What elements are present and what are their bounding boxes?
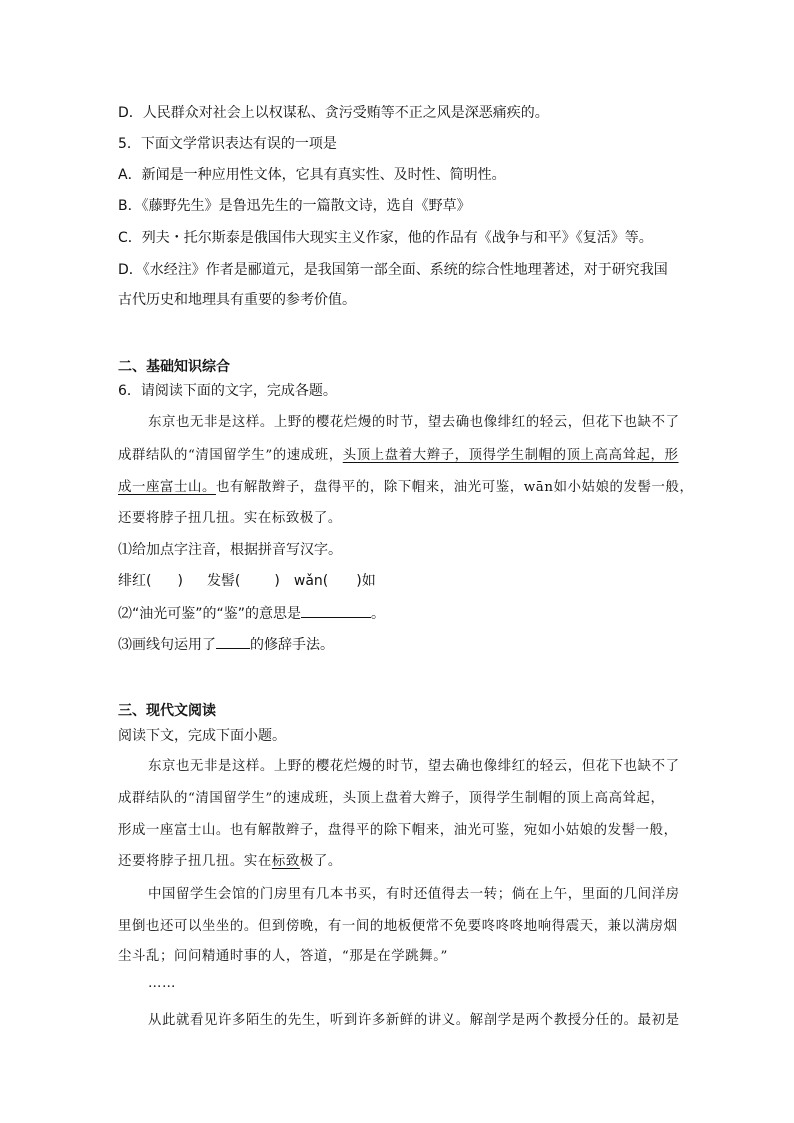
answer-blank-sub2[interactable] [301, 603, 371, 618]
section3-heading: 三、现代文阅读 [118, 703, 216, 719]
sub3-text: ⑶画线句运用了 [118, 637, 216, 653]
q6-sub3 [118, 634, 334, 655]
passage2-line5: 中国留学生会馆的门房里有几本书买，有时还值得去一转；倘在上午，里面的几间洋房 [148, 887, 680, 902]
passage2-line4 [118, 852, 342, 872]
sub2-end: 。 [371, 606, 386, 622]
q5-stem: 5．下面文学常识表达有误的一项是 [118, 136, 337, 152]
sub3-end: 的修辞手法。 [250, 637, 334, 653]
passage1-line4: 还要将脖子扭几扭。实在标致极了。 [118, 511, 342, 526]
underlined-sentence-part1: 头顶上盘着大辫子，顶得学生制帽的顶上高高耸起，形 [342, 448, 679, 463]
q5-option-c: C．列夫・托尔斯泰是俄国伟大现实主义作家，他的作品有《战争与和平》《复活》等。 [118, 230, 653, 246]
passage2-line4-text: 还要将脖子扭几扭。实在 [118, 854, 272, 869]
q4-option-d: D．人民群众对社会上以权谋私、贪污受贿等不正之风是深恶痛疾的。 [118, 105, 549, 121]
sub1-item-feihong-close: ) [177, 573, 183, 589]
passage1-line2-text: 成群结队的“清国留学生”的速成班， [118, 448, 343, 463]
sub2-text: ⑵“油光可鉴”的“鉴”的意思是 [118, 606, 302, 622]
q5-option-a: A．新闻是一种应用性文体，它具有真实性、及时性、简明性。 [118, 167, 506, 183]
underlined-sentence-part2: 成一座富士山。 [118, 480, 216, 495]
q5-option-b: B．《藤野先生》是鲁迅先生的一篇散文诗，选自《野草》 [118, 198, 471, 214]
passage1-line2 [118, 446, 679, 466]
q5-option-d-line1: D．《水经注》作者是郦道元，是我国第一部全面、系统的综合性地理著述，对于研究我国 [118, 262, 668, 278]
passage2-line8: 从此就看见许多陌生的先生，听到许多新鲜的讲义。解剖学是两个教授分任的。最初是 [148, 1013, 680, 1028]
passage2-line7: 尘斗乱；问问精通时事的人，答道，“那是在学跳舞。” [118, 949, 448, 964]
q6-sub1: ⑴给加点字注音，根据拼音写汉字。 [118, 542, 342, 558]
passage1-line3-text: 也有解散辫子，盘得平的，除下帽来，油光可鉴，wān如小姑娘的发髻一般， [215, 480, 694, 495]
q6-stem: 6．请阅读下面的文字，完成各题。 [118, 383, 337, 399]
passage2-line6: 里倒也还可以坐坐的。但到傍晚，有一间的地板便常不免要咚咚咚地响得震天，兼以满房烟 [118, 919, 678, 934]
passage1-line3 [118, 478, 694, 498]
passage1-line1: 东京也无非是这样。上野的樱花烂熳的时节，望去确也像绯红的轻云，但花下也缺不了 [148, 415, 680, 430]
q6-sub2 [118, 603, 385, 624]
passage2-line1: 东京也无非是这样。上野的樱花烂熳的时节，望去确也像绯红的轻云，但花下也缺不了 [148, 759, 680, 774]
underlined-word-biaozhi: 标致 [271, 854, 300, 869]
sub1-item-feihong: 绯红( [118, 573, 152, 589]
q5-option-d-line2: 古代历史和地理具有重要的参考价值。 [118, 292, 356, 308]
passage2-line3: 形成一座富士山。也有解散辫子，盘得平的除下帽来，油光可鉴，宛如小姑娘的发髻一般， [118, 823, 678, 838]
passage2-line4-end: 极了。 [299, 854, 342, 869]
sub1-item-wan: wǎn( [293, 573, 329, 589]
passage2-line2: 成群结队的“清国留学生”的速成班，头顶上盘着大辫子，顶得学生制帽的顶上高高耸起， [118, 791, 665, 806]
sub1-item-faji-close: ) [274, 573, 280, 589]
section3-intro: 阅读下文，完成下面小题。 [118, 728, 286, 744]
q6-sub1-items [118, 571, 376, 591]
sub1-item-faji: 发髻( [206, 573, 241, 589]
section2-heading: 二、基础知识综合 [118, 359, 230, 375]
answer-blank-sub3[interactable] [216, 634, 250, 649]
sub1-item-wan-close: )如 [356, 573, 376, 589]
passage2-ellipsis: …… [148, 976, 176, 991]
